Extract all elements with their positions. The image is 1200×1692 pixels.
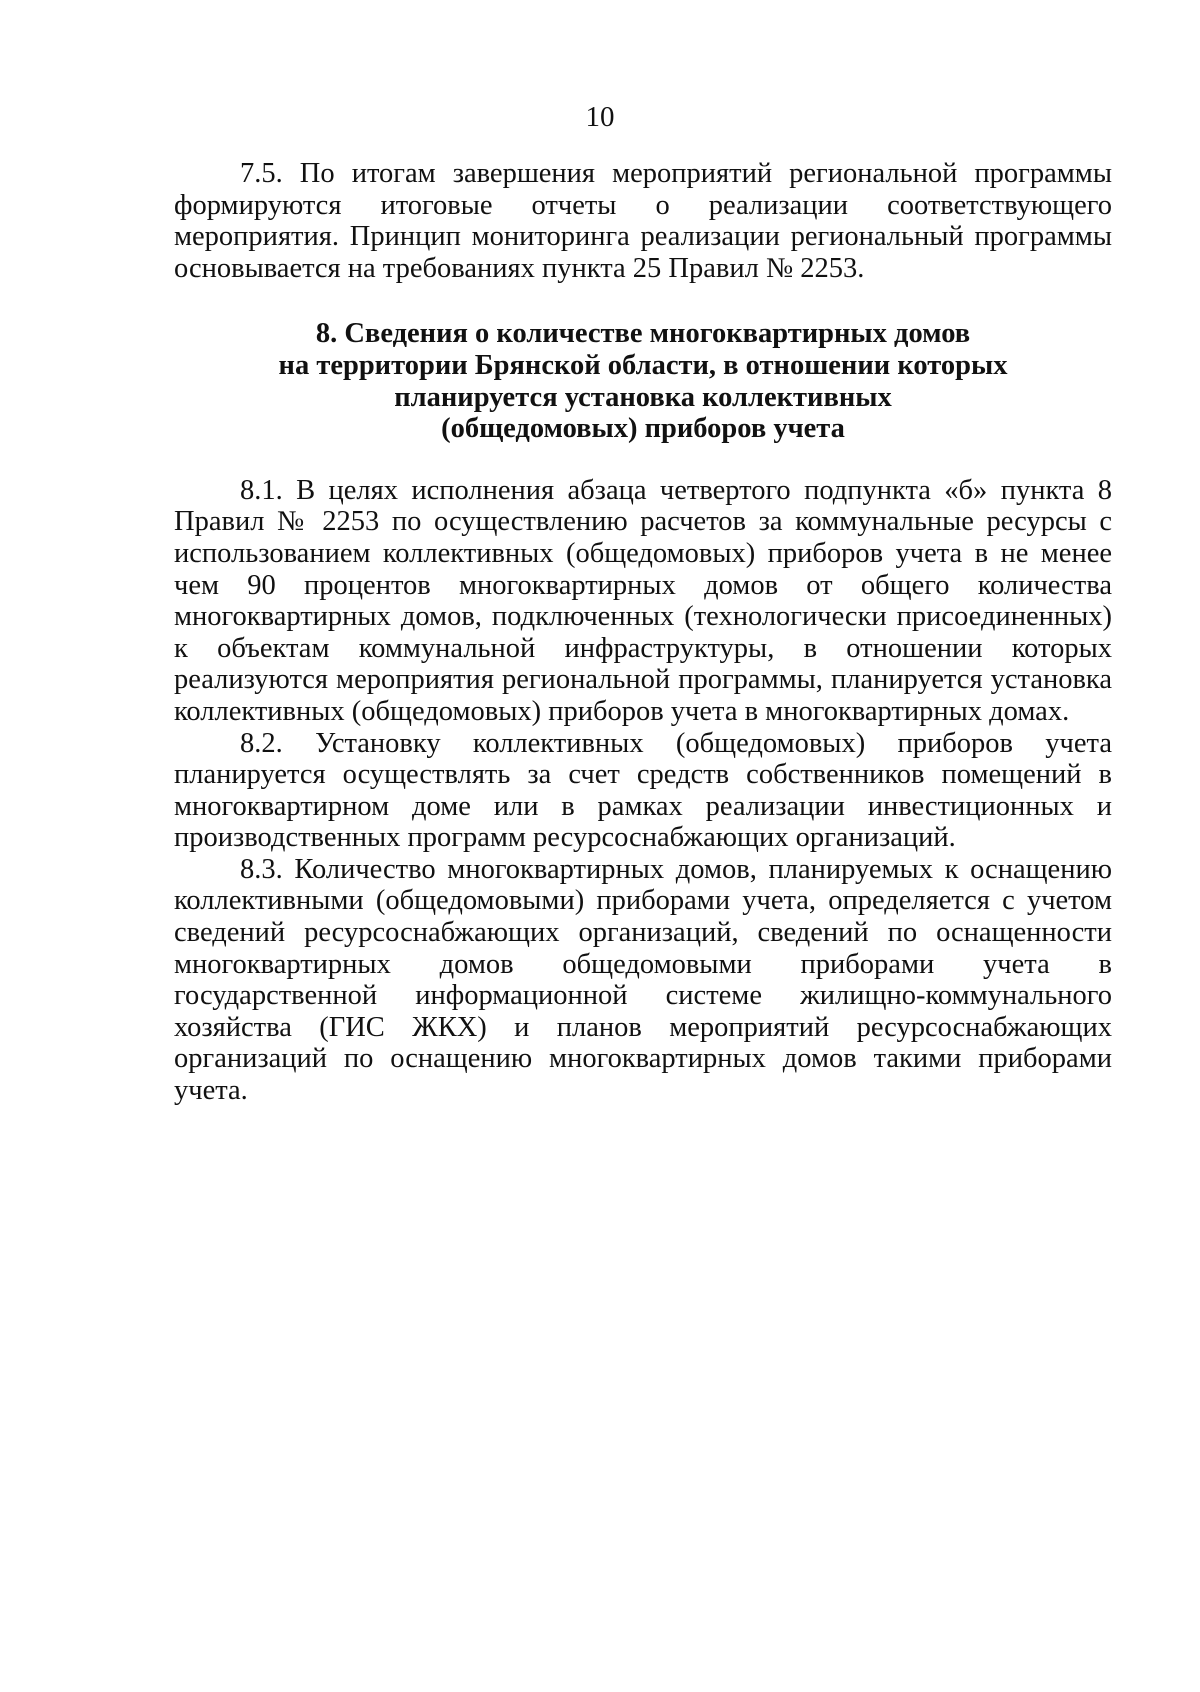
section-8-title-line-2: на территории Брянской области, в отношении которых — [278, 349, 1008, 381]
page-number: 10 — [585, 101, 615, 133]
paragraph-8-1: 8.1. В целях исполнения абзаца четвертого подпункта «б» пункта 8 Правил № 2253 по осуществлению расчетов за коммунальные ресурсы с использованием коллективных (общедомовых) приборов учета в не менее чем 90 процентов многоквартирных домов от общего количества многоквартирных домов, подключенных (технологически присоединенных) к объектам коммунальной инфраструктуры, в отношении которых реализуются мероприятия региональной программы, планируется установка коллективных (общедомовых) приборов учета в многоквартирных домах. — [174, 474, 1112, 727]
paragraph-8-2: 8.2. Установку коллективных (общедомовых) приборов учета планируется осуществлять за счет средств собственников помещений в многоквартирном доме или в рамках реализации инвестиционных и производственных программ ресурсоснабжающих организаций. — [174, 727, 1112, 854]
document-body — [174, 158, 1112, 1107]
section-8-title-line-4: (общедомовых) приборов учета — [441, 413, 845, 445]
paragraph-7-5: 7.5. По итогам завершения мероприятий региональной программы формируются итоговые отчеты о реализации соответствующего мероприятия. Принцип мониторинга реализации региональный программы основывается на требованиях пункта 25 Правил № 2253. — [174, 158, 1112, 284]
paragraph-8-3: 8.3. Количество многоквартирных домов, планируемых к оснащению коллективными (общедомовыми) приборами учета, определяется с учетом сведений ресурсоснабжающих организаций, сведений по оснащенности многоквартирных домов общедомовыми приборами учета в государственной информационной системе жилищно-коммунального хозяйства (ГИС ЖКХ) и планов мероприятий ресурсоснабжающих организаций по оснащению многоквартирных домов такими приборами учета. — [174, 853, 1112, 1107]
section-8-title-line-3: планируется установка коллективных — [394, 381, 892, 413]
section-8-title — [174, 318, 1112, 444]
section-8-title-line-1: 8. Сведения о количестве многоквартирных домов — [315, 318, 971, 350]
